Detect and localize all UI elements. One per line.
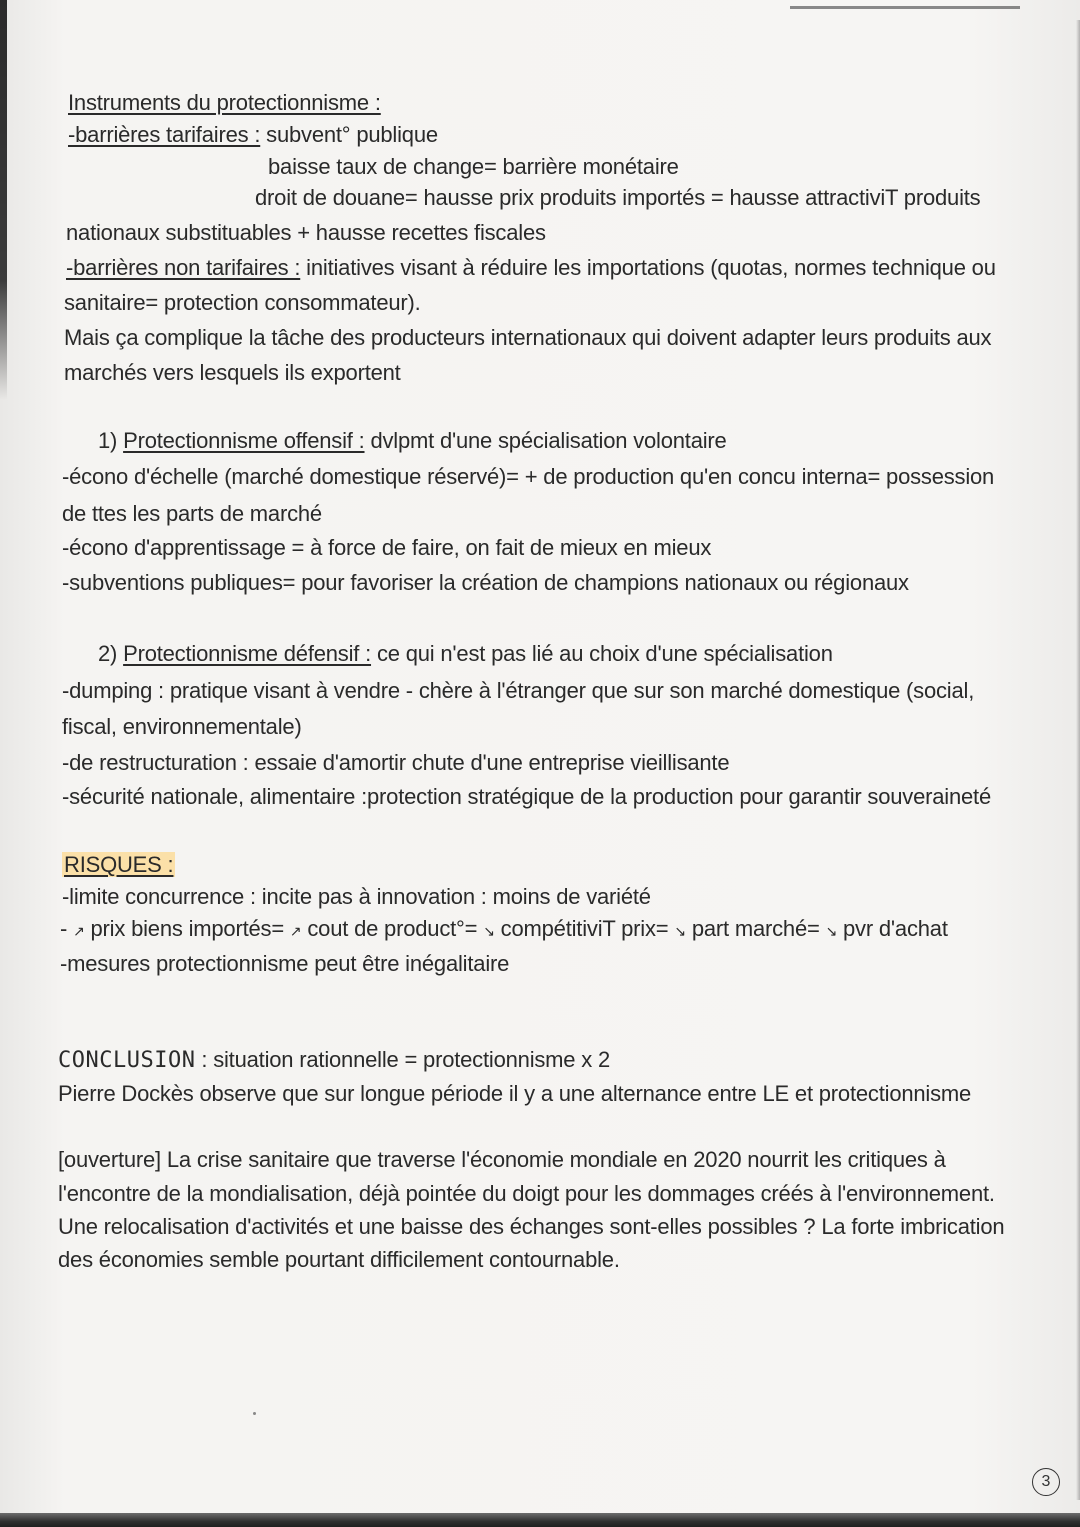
risques-title: RISQUES : (64, 852, 174, 877)
tarif-line-1 (68, 122, 438, 148)
mais-line-1: Mais ça complique la tâche des producteurs internationaux qui doivent adapter leurs produits aux (64, 325, 992, 350)
nontarif-line-1 (66, 255, 996, 281)
offensif-desc: dvlpmt d'une spécialisation volontaire (370, 428, 727, 453)
scan-edge-right (1076, 20, 1080, 1500)
risques-line-3: -mesures protectionnisme peut être inégalitaire (60, 951, 510, 976)
conclusion-text: : situation rationnelle = protectionnisme x 2 (201, 1047, 610, 1072)
risques-line-2 (60, 916, 948, 944)
risques-cout: cout de product°= (307, 916, 478, 941)
mais-line-2: marchés vers lesquels ils exportent (64, 360, 401, 385)
tarif-item-subvention: subvent° publique (266, 122, 438, 147)
nontarif-text: initiatives visant à réduire les importations (quotas, normes technique ou (306, 255, 996, 280)
risques-part-marche: part marché= (691, 916, 820, 941)
arrow-up-icon: ↗ (289, 923, 302, 939)
risques-title-line (62, 852, 175, 878)
offensif-line-3: -écono d'apprentissage = à force de faire, on fait de mieux en mieux (62, 535, 712, 560)
defensif-line-1: -dumping : pratique visant à vendre - chère à l'étranger que sur son marché domestique (social, (62, 678, 975, 703)
page-number: 3 (1032, 1468, 1060, 1496)
arrow-down-icon: ↘ (483, 923, 495, 939)
nontarif-line-2: sanitaire= protection consommateur). (64, 290, 421, 315)
conclusion-line-2: Pierre Dockès observe que sur longue période il y a une alternance entre LE et protectionnisme (58, 1081, 972, 1106)
ouverture-line-4: des économies semble pourtant difficilement contournable. (58, 1247, 620, 1272)
ouverture-line-3: Une relocalisation d'activités et une baisse des échanges sont-elles possibles ? La forte imbrication (58, 1214, 1005, 1239)
conclusion-title: CONCLUSION (58, 1048, 196, 1073)
offensif-number: 1) (98, 428, 118, 453)
tarif-line-3: droit de douane= hausse prix produits importés = hausse attractiviT produits (255, 185, 981, 210)
offensif-title: Protectionnisme offensif : (123, 428, 365, 453)
risques-competitivite: compétitiviT prix= (500, 916, 669, 941)
defensif-heading (98, 641, 833, 667)
defensif-number: 2) (98, 641, 118, 666)
scan-speck (253, 1412, 256, 1415)
defensif-desc: ce qui n'est pas lié au choix d'une spécialisation (376, 641, 833, 666)
risques-dash: - (60, 916, 68, 941)
defensif-line-2: fiscal, environnementale) (62, 714, 302, 739)
risques-prix: prix biens importés= (90, 916, 284, 941)
risques-pouvoir-achat: pvr d'achat (843, 916, 948, 941)
risques-line-1: -limite concurrence : incite pas à innovation : moins de variété (62, 884, 651, 909)
arrow-up-icon: ↗ (73, 923, 85, 939)
ouverture-line-1: [ouverture] La crise sanitaire que traverse l'économie mondiale en 2020 nourrit les critiques à (58, 1147, 946, 1172)
offensif-line-4: -subventions publiques= pour favoriser la création de champions nationaux ou régionaux (62, 570, 909, 595)
offensif-line-2: de ttes les parts de marché (62, 501, 322, 526)
nontarif-label: -barrières non tarifaires : (66, 255, 301, 280)
arrow-down-icon: ↘ (825, 923, 838, 939)
arrow-down-icon: ↘ (674, 923, 686, 939)
defensif-line-4: -sécurité nationale, alimentaire :protection stratégique de la production pour garantir souveraineté (62, 784, 992, 809)
ouverture-line-2: l'encontre de la mondialisation, déjà pointée du doigt pour les dommages créés à l'environnement. (58, 1181, 995, 1206)
instruments-title: Instruments du protectionnisme : (68, 90, 381, 115)
conclusion-line-1 (58, 1047, 610, 1074)
defensif-title: Protectionnisme défensif : (123, 641, 372, 666)
defensif-line-3: -de restructuration : essaie d'amortir chute d'une entreprise vieillisante (62, 750, 730, 775)
tarif-line-4: nationaux substituables + hausse recettes fiscales (66, 220, 546, 245)
offensif-heading (98, 428, 727, 454)
offensif-line-1: -écono d'échelle (marché domestique réservé)= + de production qu'en concu interna= possession (62, 464, 995, 489)
tarif-line-2: baisse taux de change= barrière monétaire (268, 154, 679, 179)
scan-edge-bottom (0, 1513, 1080, 1527)
scan-edge-left (0, 0, 7, 400)
tarif-label: -barrières tarifaires : (68, 122, 261, 147)
scan-edge-top (790, 6, 1020, 9)
